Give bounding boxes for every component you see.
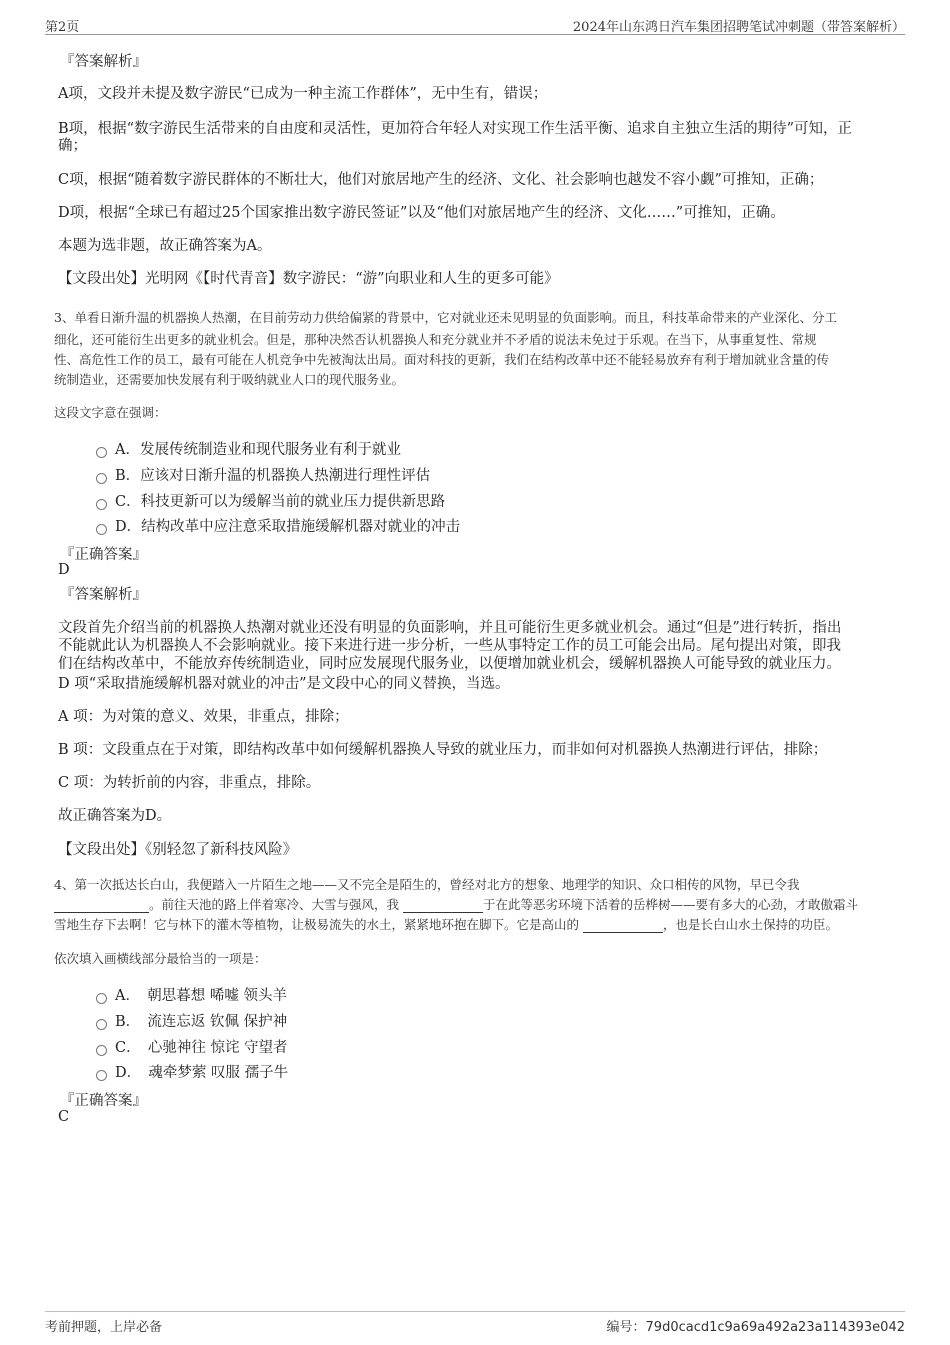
q2-analysis-b-cont: 确； bbox=[58, 138, 87, 154]
q3-analysis-line-3: 们在结构改革中，不能放弃传统制造业，同时应发展现代服务业，以便增加就业机会，缓解机器换人可能导致的就业压力。 bbox=[58, 656, 841, 672]
q3-option-c[interactable]: C．科技更新可以为缓解当前的就业压力提供新思路 bbox=[96, 490, 445, 510]
q4-option-c[interactable]: C． 心驰神往 惊诧 守望者 bbox=[96, 1036, 288, 1056]
q2-analysis-b: B项，根据“数字游民生活带来的自由度和灵活性，更加符合年轻人对实现工作生活平衡、追求自主独立生活的期待”可知，正 bbox=[58, 121, 852, 137]
q3-option-b[interactable]: B．应该对日渐升温的机器换人热潮进行理性评估 bbox=[96, 464, 430, 484]
footer-slogan: 考前押题，上岸必备 bbox=[45, 1320, 163, 1335]
q3-option-a[interactable]: A．发展传统制造业和现代服务业有利于就业 bbox=[96, 438, 401, 458]
page-header bbox=[45, 14, 905, 35]
q3-source: 【文段出处】《别轻忽了新科技风险》 bbox=[58, 842, 298, 858]
q2-analysis-d: D项，根据“全球已有超过25个国家推出数字游民签证”以及“他们对旅居地产生的经济、文化……”可推知，正确。 bbox=[58, 205, 785, 221]
q4-answer: C bbox=[58, 1109, 70, 1125]
q4-stem-line-2: 。前往天池的路上伴着寒冷、大雪与强风，我 于在此等恶劣环境下活着的岳桦树——要有多大的心劲，才敢傲霜斗 bbox=[54, 895, 858, 913]
q3-stem-line-1: 3、单看日渐升温的机器换人热潮，在目前劳动力供给偏紧的背景中，它对就业还未见明显的负面影响。而且，科技革命带来的产业深化、分工 bbox=[54, 310, 837, 325]
radio-icon[interactable] bbox=[96, 499, 107, 510]
q2-source: 【文段出处】光明网《【时代青音】数字游民：“游”向职业和人生的更多可能》 bbox=[58, 271, 559, 287]
q3-analysis-label: 『答案解析』 bbox=[60, 587, 147, 603]
q3-analysis-a: A 项：为对策的意义、效果，非重点，排除； bbox=[58, 709, 349, 725]
q3-stem-line-2: 细化，还可能衍生出更多的就业机会。但是，那种决然否认机器换人和充分就业并不矛盾的说法未免过于乐观。在当下，从事重复性、常规 bbox=[54, 332, 817, 347]
q4-option-b[interactable]: B． 流连忘返 钦佩 保护神 bbox=[96, 1010, 287, 1030]
q3-stem-line-4: 统制造业，还需要加快发展有利于吸纳就业人口的现代服务业。 bbox=[54, 372, 405, 387]
q3-analysis-line-2: 不能就此认为机器换人不会影响就业。接下来进行进一步分析，一些从事特定工作的员工可能会出局。尾句提出对策，即我 bbox=[58, 638, 841, 654]
document-code: 编号：79d0cacd1c9a69a492a23a114393e042 bbox=[606, 1320, 905, 1335]
q4-question: 依次填入画横线部分最恰当的一项是： bbox=[54, 951, 267, 966]
q2-analysis-c: C项，根据“随着数字游民群体的不断壮大，他们对旅居地产生的经济、文化、社会影响也越发不容小觑”可推知，正确； bbox=[58, 172, 824, 188]
q3-stem-line-3: 性、高危性工作的员工，最有可能在人机竞争中先被淘汰出局。面对科技的更新，我们在结构改革中还不能轻易放弃有利于增加就业含量的传 bbox=[54, 352, 830, 367]
radio-icon[interactable] bbox=[96, 1070, 107, 1081]
q3-analysis-line-1: 文段首先介绍当前的机器换人热潮对就业还没有明显的负面影响，并且可能衍生更多就业机会。通过“但是”进行转折，指出 bbox=[58, 620, 842, 636]
q3-answer: D bbox=[58, 562, 70, 578]
q4-option-d[interactable]: D． 魂牵梦萦 叹服 孺子牛 bbox=[96, 1061, 288, 1081]
q2-analysis-a: A项，文段并未提及数字游民“已成为一种主流工作群体”，无中生有，错误； bbox=[58, 86, 548, 102]
page-number: 第2页 bbox=[45, 20, 80, 35]
radio-icon[interactable] bbox=[96, 447, 107, 458]
radio-icon[interactable] bbox=[96, 1045, 107, 1056]
q3-answer-label: 『正确答案』 bbox=[60, 547, 147, 563]
q2-analysis-label: 『答案解析』 bbox=[60, 54, 147, 70]
q4-option-a[interactable]: A． 朝思暮想 唏嘘 领头羊 bbox=[96, 984, 287, 1004]
q4-stem-line-3: 雪地生存下去啊！它与林下的灌木等植物，让极易流失的水土，紧紧地环抱在脚下。它是高山的 ，也是长白山水土保持的功臣。 bbox=[54, 917, 839, 932]
q4-stem-line-1: 4、第一次抵达长白山，我便踏入一片陌生之地——又不完全是陌生的，曾经对北方的想象、地理学的知识、众口相传的风物，早已令我 bbox=[54, 877, 800, 892]
radio-icon[interactable] bbox=[96, 473, 107, 484]
q2-answer-summary: 本题为选非题，故正确答案为A。 bbox=[58, 238, 272, 254]
fill-blank-1 bbox=[54, 899, 149, 913]
q3-analysis-b: B 项：文段重点在于对策，即结构改革中如何缓解机器换人导致的就业压力，而非如何对机器换人热潮进行评估，排除； bbox=[58, 742, 828, 758]
q3-analysis-line-4: D 项“采取措施缓解机器对就业的冲击”是文段中心的同义替换，当选。 bbox=[58, 676, 510, 692]
q3-option-d[interactable]: D．结构改革中应注意采取措施缓解机器对就业的冲击 bbox=[96, 515, 460, 535]
document-title: 2024年山东鸿日汽车集团招聘笔试冲刺题（带答案解析） bbox=[572, 20, 905, 35]
q3-answer-summary: 故正确答案为D。 bbox=[58, 808, 172, 824]
q3-analysis-c: C 项：为转折前的内容，非重点，排除。 bbox=[58, 775, 321, 791]
radio-icon[interactable] bbox=[96, 993, 107, 1004]
q3-question: 这段文字意在强调： bbox=[54, 405, 167, 420]
fill-blank-3 bbox=[583, 919, 663, 933]
radio-icon[interactable] bbox=[96, 1019, 107, 1030]
fill-blank-2 bbox=[403, 899, 483, 913]
radio-icon[interactable] bbox=[96, 524, 107, 535]
page-footer bbox=[45, 1311, 905, 1334]
q4-answer-label: 『正确答案』 bbox=[60, 1093, 147, 1109]
